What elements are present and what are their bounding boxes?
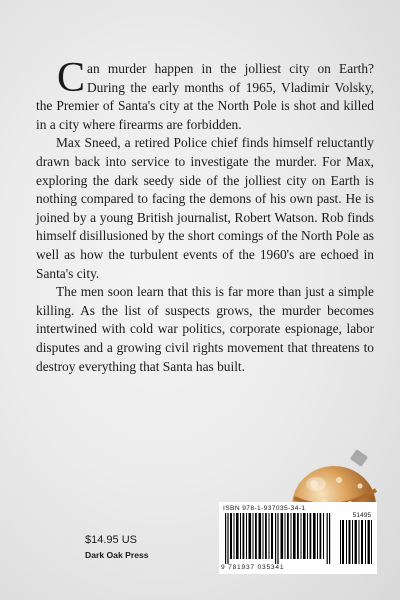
blurb-paragraph-3: The men soon learn that this is far more than just a simple killing. As the list of suspects grows, the murder becomes intertwined with cold war politics, corporate espionage, labor disputes and a growing civil rights movement that threatens to destroy everything that Santa has built. <box>36 284 374 374</box>
barcode-price-code: 51495 <box>352 512 371 519</box>
drop-cap: C <box>57 55 86 101</box>
ornament-cap <box>350 449 368 467</box>
cover-price: $14.95 US <box>85 534 137 546</box>
barcode-digits: 9 781937 035341 <box>221 564 285 571</box>
back-cover-blurb <box>36 55 374 376</box>
blurb-paragraph-1-text: an murder happen in the jolliest city on Earth? During the early months of 1965, Vladimir Volsky, the Premier of Santa's city at the North Pole is shot and killed in a city where firearms are forbidden. <box>36 61 374 132</box>
barcode-addon-bars <box>340 520 372 564</box>
publisher-name: Dark Oak Press <box>85 550 149 560</box>
blurb-paragraph-2: Max Sneed, a retired Police chief finds himself reluctantly drawn back into service to investigate the murder. For Max, exploring the dark seedy side of the jolliest city on Earth is nothing compared to facing the demons of his own past. He is joined by a young British journalist, Robert Watson. Rob finds himself disillusioned by the short comings of the North Pole as well as how the turbulent events of the 1960's are echoed in Santa's city. <box>36 135 374 281</box>
blurb-paragraph-1 <box>36 55 374 134</box>
isbn-barcode <box>219 502 377 574</box>
barcode-bars <box>225 513 331 564</box>
isbn-number: ISBN 978-1-937035-34-1 <box>223 505 306 512</box>
